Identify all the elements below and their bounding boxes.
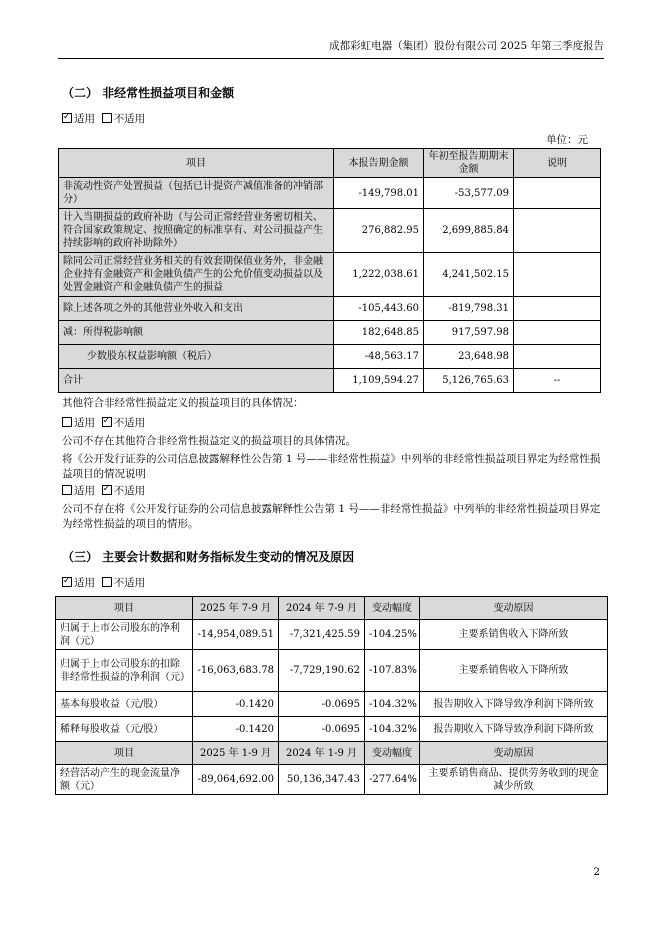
other-items-heading: 其他符合非经常性损益定义的损益项目的具体情况： xyxy=(62,397,304,409)
checkbox-empty-icon xyxy=(62,417,72,427)
checkbox-empty-icon xyxy=(62,485,72,495)
applicability-selector: ✓适用 不适用 xyxy=(62,112,145,127)
financial-changes-table: 项目 2025 年 7-9 月 2024 年 7-9 月 变动幅度 变动原因 归属于上市公司股东的净利润（元） -14,954,089.51 -7,321,425.59 -104.25% 主要系销售收入下降所致 归属于上市公司股东的扣除非经常性损益的净利润（元） -16,063,683.78 -7,729,190.62 -107.83% 主要系销售收入下降所致 基本每股收益（元/股） -0.1420 -0.0695 -104.32% 报告期收入下降导致净利润下降所致 稀释每股收益（元/股） -0.1420 -0.0695 -104.32% 报告期收入下降导致净利润下降所致 项目 2025 年 1-9 月 2024 年 1-9 月 变动幅度 变动原因 经营活动产生的现金流量净额（元） -89,064,692.00 50,136,347.43 -277.64% 主要系销售商品、提供劳务收到的现金减少所致 xyxy=(55,596,608,795)
table-row: 归属于上市公司股东的净利润（元） -14,954,089.51 -7,321,425.59 -104.25% 主要系销售收入下降所致 xyxy=(56,620,608,650)
section-2-title: （二） 非经常性损益项目和金额 xyxy=(62,86,235,100)
col-header-ytd: 年初至报告期期末金额 xyxy=(424,149,514,178)
reclassification-heading: 将《公开发行证券的公司信息披露解释性公告第 1 号——非经常性损益》中列举的非经常性损益项目界定为经常性损益项目的情况说明 xyxy=(62,453,601,480)
applicability-selector: ✓适用 不适用 xyxy=(62,576,145,591)
table-row: 经营活动产生的现金流量净额（元） -89,064,692.00 50,136,347.43 -277.64% 主要系销售商品、提供劳务收到的现金减少所致 xyxy=(56,765,608,795)
report-header: 成都彩虹电器（集团）股份有限公司 2025 年第三季度报告 xyxy=(329,40,604,52)
table-row: 归属于上市公司股东的扣除非经常性损益的净利润（元） -16,063,683.78 -7,729,190.62 -107.83% 主要系销售收入下降所致 xyxy=(56,650,608,692)
checkbox-checked-icon xyxy=(102,485,112,495)
checkbox-checked-icon xyxy=(102,417,112,427)
checkbox-empty-icon xyxy=(102,113,112,123)
table-row: 除同公司正常经营业务相关的有效套期保值业务外，非金融企业持有金融资产和金融负债产生的公允价值变动损益以及处置金融资产和金融负债产生的损益 1,222,038.61 4,241,502.15 xyxy=(59,253,601,297)
checkbox-checked-icon xyxy=(62,577,72,587)
table-row: 除上述各项之外的其他营业外收入和支出 -105,443.60 -819,798.31 xyxy=(59,297,601,321)
checkbox-empty-icon xyxy=(102,577,112,587)
applicability-selector: 适用 ✓ 不适用 xyxy=(62,484,145,499)
table-row: 基本每股收益（元/股） -0.1420 -0.0695 -104.32% 报告期收入下降导致净利润下降所致 xyxy=(56,692,608,717)
checkbox-checked-icon xyxy=(62,113,72,123)
applicability-selector: 适用 ✓ 不适用 xyxy=(62,416,145,431)
non-recurring-table xyxy=(58,148,601,393)
other-items-text: 公司不存在其他符合非经常性损益定义的损益项目的具体情况。 xyxy=(62,435,356,447)
header-divider xyxy=(58,58,604,59)
table-row: 稀释每股收益（元/股） -0.1420 -0.0695 -104.32% 报告期收入下降导致净利润下降所致 xyxy=(56,717,608,742)
unit-label: 单位：元 xyxy=(546,134,588,146)
section-3-title: （三） 主要会计数据和财务指标发生变动的情况及原因 xyxy=(62,550,355,564)
table-total-row: 合计 1,109,594.27 5,126,765.63 -- xyxy=(59,369,601,393)
col-header-item: 项目 xyxy=(59,149,334,178)
col-header-note: 说明 xyxy=(514,149,601,178)
col-header-current: 本报告期金额 xyxy=(334,149,424,178)
table-row: 少数股东权益影响额（税后） -48,563.17 23,648.98 xyxy=(59,345,601,369)
table-row: 计入当期损益的政府补助（与公司正常经营业务密切相关、符合国家政策规定、按照确定的标准享有、对公司损益产生持续影响的政府补助除外） 276,882.95 2,699,885.84 xyxy=(59,209,601,253)
table-row: 减：所得税影响额 182,648.85 917,597.98 xyxy=(59,321,601,345)
table-row: 非流动性资产处置损益（包括已计提资产减值准备的冲销部分） -149,798.01 -53,577.09 xyxy=(59,178,601,209)
reclassification-text: 公司不存在将《公开发行证券的公司信息披露解释性公告第 1 号——非经常性损益》中列举的非经常性损益项目界定为经常性损益的项目的情形。 xyxy=(62,503,601,530)
page-number: 2 xyxy=(593,866,600,878)
